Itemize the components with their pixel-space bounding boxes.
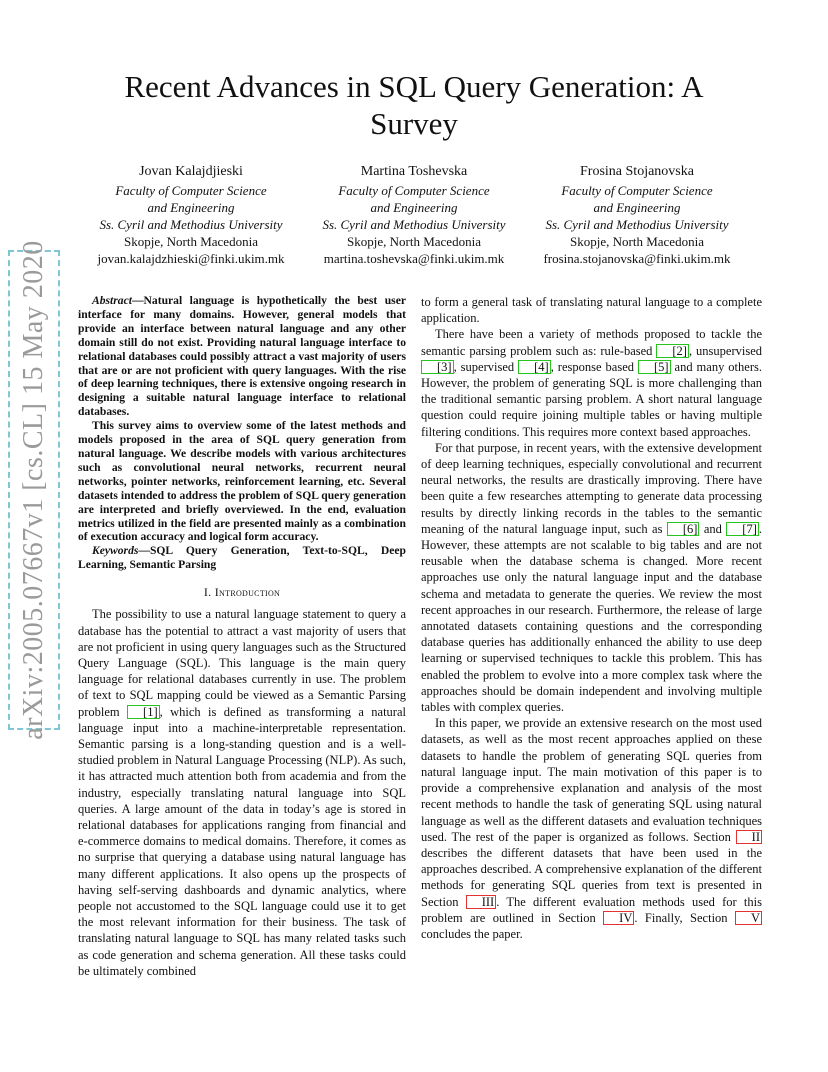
keywords-lead: Keywords xyxy=(92,544,139,558)
text-span: . However, these attempts are not scalable to big tables and are not reusable when the database schema is changed. More recent approaches use only the natural language input and the database schema and metadata to generate the queries. We review the most recent approaches in our research. Furthermore, the release of large annotated datasets containing questions and the corresponding database queries has additionally enhanced the ability to use deep learning or supervised techniques to tackle this problem. This has enabled the problem to evolve into a more complex task where the approaches should be domain independent and involving multiple tables with complex queries. xyxy=(421,521,762,715)
paper-title: Recent Advances in SQL Query Generation: A Survey xyxy=(124,69,704,141)
author-1 xyxy=(80,163,302,267)
text-span: concludes the paper. xyxy=(421,926,523,941)
author-affiliation-line: Faculty of Computer Science xyxy=(115,183,267,198)
section-reference-link[interactable]: IV xyxy=(603,911,634,925)
author-location: Skopje, North Macedonia xyxy=(347,234,481,249)
arxiv-identifier-stamp: arXiv:2005.07667v1 [cs.CL] 15 May 2020 xyxy=(8,250,60,730)
author-location: Skopje, North Macedonia xyxy=(124,234,258,249)
author-email[interactable]: jovan.kalajdzhieski@finki.ukim.mk xyxy=(97,251,285,266)
citation-link[interactable]: [6] xyxy=(667,522,700,536)
author-affiliation-line: Faculty of Computer Science xyxy=(561,183,713,198)
text-span: , response based xyxy=(550,359,638,374)
author-affiliation-line: and Engineering xyxy=(593,200,681,215)
author-name: Frosina Stojanovska xyxy=(580,164,694,179)
text-span: and many others. However, the problem of generating SQL is more challenging than the traditional semantic parsing problem. A short natural language question could require joining multiple tables or having multiple filtering conditions. This requires more context based approaches. xyxy=(421,359,762,439)
abstract-paragraph-2: This survey aims to overview some of the latest methods and models proposed in the area of SQL query generation from natural language. We describe models with various architectures such as convolutional neural networks, recurrent neural networks, pointer networks, reinforcement learning, etc. Several datasets intended to address the problem of SQL query generation are interpreted and briefly overviewed. In the end, evaluation metrics utilized in the field are presented mainly as a combination of execution accuracy and logical form accuracy. xyxy=(78,419,406,544)
section-reference-link[interactable]: V xyxy=(735,911,762,925)
text-span: , unsupervised xyxy=(688,343,762,358)
keywords-text: —SQL Query Generation, Text-to-SQL, Deep Learning, Semantic Parsing xyxy=(78,544,406,572)
text-span: , which is defined as transforming a natural language input into a machine-interpretable representation. Semantic parsing is a long-standing question and is a well-studied problem in Natural Language Processing (NLP). As such, it has attracted much attention both from academia and from the industry, especially translating natural language into SQL queries. A large amount of the data in today’s age is stored in relational databases for applications ranging from financial and e-commerce domains to medical domains. Therefore, it comes as no surprise that querying a database using natural language has many different applications. It also opens up the prospects of having self-serving dashboards and dynamic analytics, where people not accustomed to the SQL language could use it to get the most relevant information for their business. The task of translating natural language to SQL has many related tasks such as code generation and schema generation. All these tasks could be ultimately combined xyxy=(78,704,406,978)
citation-link[interactable]: [3] xyxy=(421,360,454,374)
author-2 xyxy=(303,163,525,267)
author-block xyxy=(80,163,748,267)
author-affiliation-line: Faculty of Computer Science xyxy=(338,183,490,198)
author-name: Martina Toshevska xyxy=(360,164,468,179)
abstract xyxy=(78,294,406,544)
author-3 xyxy=(526,163,748,267)
citation-link[interactable]: [4] xyxy=(518,360,551,374)
text-span: For that purpose, in recent years, with the extensive development of deep learning techniques, especially convolutional and recurrent neural networks, the results are drastically improving. There have been quite a few researches attempting to generate data processing results by directly linking records in the tables to the semantic meaning of the natural language input, such as xyxy=(421,440,762,536)
author-email[interactable]: frosina.stojanovska@finki.ukim.mk xyxy=(543,251,731,266)
right-column xyxy=(421,294,762,942)
citation-link[interactable]: [7] xyxy=(726,522,759,536)
intro-paragraph-2 xyxy=(421,326,762,439)
keywords xyxy=(78,544,406,572)
text-span: . Finally, Section xyxy=(634,910,735,925)
author-affiliation-line: Ss. Cyril and Methodius University xyxy=(545,217,729,232)
intro-paragraph-3 xyxy=(421,440,762,715)
intro-paragraph-1-continued: to form a general task of translating natural language to a complete application. xyxy=(421,295,762,326)
text-span: In this paper, we provide an extensive research on the most used datasets, as well as the most recent approaches applied on these datasets to handle the problem of generating SQL queries from natural language input. The main motivation of this paper is to provide a comprehensive explanation and analysis of the most recent methods to handle the task of generating SQL using natural language as well as the different datasets and evaluation techniques used. The rest of the paper is organized as follows. Section xyxy=(421,716,762,844)
author-affiliation-line: and Engineering xyxy=(370,200,458,215)
citation-link[interactable]: [1] xyxy=(127,705,160,719)
abstract-paragraph-1 xyxy=(78,294,406,419)
intro-paragraph-4 xyxy=(421,715,762,942)
author-affiliation-line: Ss. Cyril and Methodius University xyxy=(99,217,283,232)
abstract-lead: Abstract xyxy=(92,294,132,307)
citation-link[interactable]: [5] xyxy=(638,360,671,374)
section-reference-link[interactable]: II xyxy=(736,830,762,844)
text-span: . The different evaluation methods used for this problem are outlined in Section xyxy=(421,894,762,925)
section-reference-link[interactable]: III xyxy=(466,895,497,909)
author-affiliation-line: and Engineering xyxy=(147,200,235,215)
author-name: Jovan Kalajdjieski xyxy=(139,164,243,179)
text-span: The possibility to use a natural language statement to query a database has the potential to attract a vast majority of users that are not proficient in using query languages such as the Structured Query Language (SQL). This language is the main query language for relational databases currently in use. The problem of text to SQL mapping could be viewed as a Semantic Parsing problem xyxy=(78,607,406,719)
abstract-text: —Natural language is hypothetically the best user interface for many domains. However, general models that provide an interface between natural language and any other domain still do not exist. Providing natural language interface to relational databases could possibly attract a vast majority of users that are or are not proficient with query languages. With the rise of deep learning techniques, there is extensive ongoing research in designing a suitable natural language interface to relational databases. xyxy=(78,294,406,419)
text-span: describes the different datasets that have been used in the approaches described. A comprehensive explanation of the different methods for generating SQL queries from text is presented in Section xyxy=(421,845,762,909)
intro-paragraph-1 xyxy=(78,606,406,979)
text-span: , supervised xyxy=(453,359,519,374)
left-column xyxy=(78,294,406,979)
text-span: There have been a variety of methods proposed to tackle the semantic parsing problem such as: rule-based xyxy=(421,327,762,358)
author-location: Skopje, North Macedonia xyxy=(570,234,704,249)
author-email[interactable]: martina.toshevska@finki.ukim.mk xyxy=(323,251,505,266)
author-affiliation-line: Ss. Cyril and Methodius University xyxy=(322,217,506,232)
section-heading-introduction: I. Introduction xyxy=(203,585,281,600)
text-span: and xyxy=(699,521,727,536)
citation-link[interactable]: [2] xyxy=(656,344,689,358)
